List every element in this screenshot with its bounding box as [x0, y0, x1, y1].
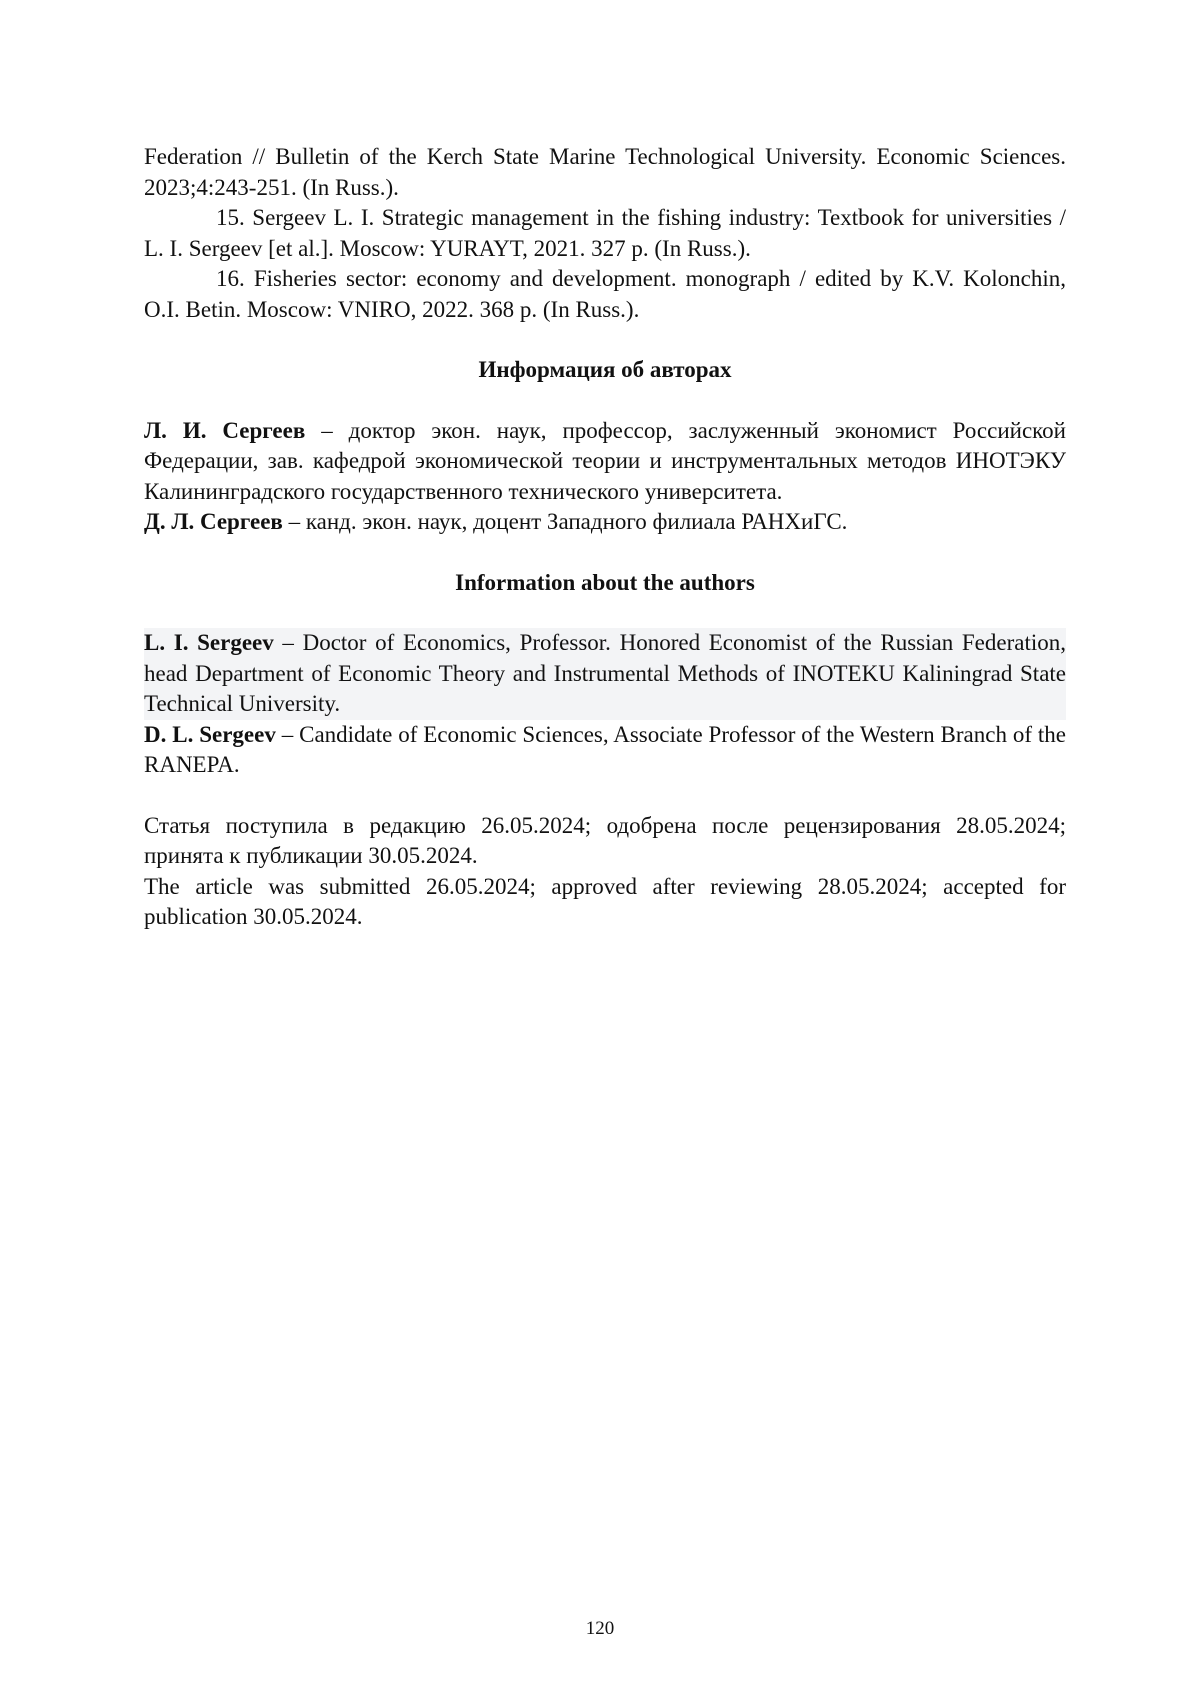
author-2-en-text: – Candidate of Economic Sciences, Associate Professor of the Western Branch of the RANEPA.	[144, 721, 1066, 777]
reference-15: 15. Sergeev L. I. Strategic management in the fishing industry: Textbook for universities / L. I. Sergeev [et al.]. Moscow: YURAYT, 2021. 327 p. (In Russ.).	[144, 205, 1066, 261]
reference-14-tail: Federation // Bulletin of the Kerch State Marine Technological University. Economic Sciences. 2023;4:243-251. (In Russ.).	[144, 144, 1066, 200]
author-1-ru	[144, 416, 1066, 508]
author-2-en	[144, 720, 1066, 781]
page-number: 120	[585, 1618, 615, 1639]
author-1-en-name: L. I. Sergeev	[144, 630, 274, 655]
reference-16: 16. Fisheries sector: economy and development. monograph / edited by K.V. Kolonchin, O.I. Betin. Moscow: VNIRO, 2022. 368 p. (In Russ.).	[144, 266, 1066, 322]
author-2-ru-text: – канд. экон. наук, доцент Западного филиала РАНХиГС.	[282, 509, 848, 534]
authors-heading-en: Information about the authors	[455, 569, 755, 595]
article-dates-ru: Статья поступила в редакцию 26.05.2024; одобрена после рецензирования 28.05.2024; принята к публикации 30.05.2024.	[144, 812, 1066, 868]
article-dates-en: The article was submitted 26.05.2024; approved after reviewing 28.05.2024; accepted for publication 30.05.2024.	[144, 873, 1066, 929]
author-2-ru	[144, 507, 1066, 538]
authors-heading-ru: Информация об авторах	[478, 357, 732, 382]
author-1-ru-text: – доктор экон. наук, профессор, заслуженный экономист Российской Федерации, зав. кафедрой экономической теории и инструментальных методов ИНОТЭКУ Калининградского государственного технического университета.	[144, 417, 1066, 504]
author-1-en	[144, 628, 1066, 720]
author-1-ru-name: Л. И. Сергеев	[144, 417, 306, 443]
page-content	[144, 142, 1066, 933]
author-2-ru-name: Д. Л. Сергеев	[144, 509, 283, 534]
author-2-en-name: D. L. Sergeev	[144, 721, 276, 747]
author-1-en-text: – Doctor of Economics, Professor. Honored Economist of the Russian Federation, head Department of Economic Theory and Instrumental Methods of INOTEKU Kaliningrad State Technical University.	[144, 630, 1066, 716]
